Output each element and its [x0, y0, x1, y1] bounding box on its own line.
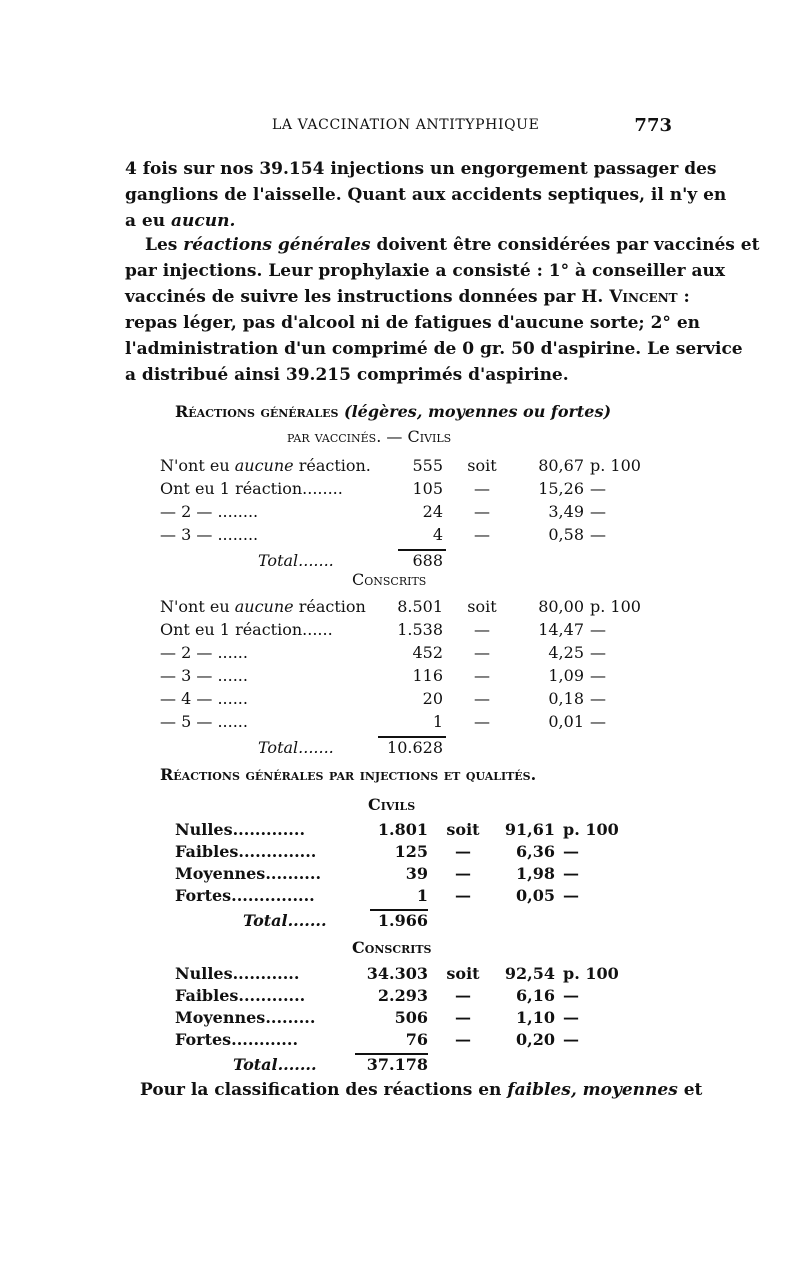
row-per-hundred: p. 100 [590, 597, 641, 616]
row-label: Moyennes.......... [175, 864, 322, 883]
row-per-hundred: — [590, 502, 606, 521]
row-percent: 80,00 [538, 597, 584, 616]
row-per-hundred: p. 100 [563, 820, 619, 839]
table1-conscrits-heading [352, 570, 426, 589]
table-row [175, 1030, 635, 1053]
page-number: 773 [634, 115, 672, 136]
text-line: ganglions de l'aisselle. Quant aux accidents septiques, il n'y en [125, 185, 727, 205]
text-line: 4 fois sur nos 39.154 injections un engorgement passager des [125, 159, 717, 179]
row-per-hundred: — [590, 712, 606, 731]
text-line: par injections. Leur prophylaxie a consisté : 1° à conseiller aux [125, 261, 725, 281]
row-label: — 3 — ........ [160, 525, 259, 544]
total-label: Total....... [233, 1055, 317, 1074]
row-value: 555 [412, 456, 443, 475]
caption-italic: (légères, moyennes ou fortes) [344, 402, 612, 421]
table1-subcaption [287, 427, 451, 446]
row-soit: — [474, 643, 490, 662]
text-segment: : [677, 287, 690, 307]
running-header [140, 117, 680, 139]
row-value: 39 [405, 864, 428, 883]
row-percent: 91,61 [504, 820, 555, 839]
text-segment: Pour la classification des réactions en [140, 1080, 508, 1100]
row-value: 452 [412, 643, 443, 662]
paragraph-2 [125, 232, 760, 388]
row-label: Moyennes......... [175, 1008, 316, 1027]
row-percent: 0,05 [516, 886, 555, 905]
row-soit: — [474, 689, 490, 708]
row-per-hundred: — [590, 666, 606, 685]
caption-text: par vaccinés. [287, 427, 382, 446]
row-value: 24 [422, 502, 443, 521]
italic-text: aucun. [171, 211, 236, 231]
table-row [175, 986, 635, 1009]
row-per-hundred: — [590, 479, 606, 498]
row-label: — 5 — ...... [160, 712, 248, 731]
text-line: repas léger, pas d'alcool ni de fatigues d'aucune sorte; 2° en [125, 313, 701, 333]
row-soit: soit [467, 597, 497, 616]
row-label: Fortes............... [175, 886, 315, 905]
text-segment: vaccinés de suivre les instructions données par H. [125, 287, 610, 307]
row-soit: soit [446, 964, 480, 983]
row-label: Fortes............ [175, 1030, 299, 1049]
row-soit: — [455, 864, 471, 883]
row-percent: 1,10 [516, 1008, 555, 1027]
row-percent: 0,01 [548, 712, 584, 731]
table-row [160, 712, 640, 735]
table-row [160, 456, 640, 479]
table-row [175, 820, 635, 843]
running-title: LA VACCINATION ANTITYPHIQUE [272, 117, 540, 133]
row-soit: — [455, 1030, 471, 1049]
row-percent: 6,16 [516, 986, 555, 1005]
group-heading: Civils [407, 427, 452, 446]
text-line: l'administration d'un comprimé de 0 gr. 50 d'aspirine. Le service [125, 339, 743, 359]
row-per-hundred: — [563, 842, 579, 861]
row-soit: — [474, 525, 490, 544]
row-soit: soit [446, 820, 480, 839]
table2-caption [160, 765, 536, 784]
table-row [175, 964, 635, 987]
table-row [175, 864, 635, 887]
footer-line [140, 1080, 703, 1100]
row-soit: — [474, 666, 490, 685]
row-value: 1 [416, 886, 428, 905]
row-value: 1 [432, 712, 443, 731]
row-per-hundred: — [590, 525, 606, 544]
table-row [160, 666, 640, 689]
row-value: 4 [432, 525, 443, 544]
row-value: 8.501 [397, 597, 443, 616]
row-per-hundred: — [563, 1008, 579, 1027]
row-soit: — [455, 842, 471, 861]
row-percent: 1,09 [548, 666, 584, 685]
row-percent: 3,49 [548, 502, 584, 521]
table-row [175, 842, 635, 865]
row-label: Ont eu 1 réaction...... [160, 620, 333, 639]
row-soit: — [474, 479, 490, 498]
text-line [125, 284, 690, 310]
table-row [160, 689, 640, 712]
row-soit: — [455, 1008, 471, 1027]
text-line [125, 232, 760, 258]
italic-text: aucune [234, 456, 294, 475]
row-value: 34.303 [366, 964, 428, 983]
row-soit: — [455, 986, 471, 1005]
table-row [160, 620, 640, 643]
caption-text: Réactions générales [175, 402, 339, 421]
row-percent: 1,98 [516, 864, 555, 883]
row-value: 2.293 [377, 986, 428, 1005]
row-label: N'ont eu aucune réaction [160, 597, 366, 616]
row-per-hundred: — [563, 1030, 579, 1049]
paragraph-1 [125, 156, 727, 234]
table-row [160, 502, 640, 525]
total-value: 1.966 [377, 911, 428, 930]
row-per-hundred: — [590, 643, 606, 662]
text-line: a distribué ainsi 39.215 comprimés d'aspirine. [125, 365, 569, 385]
text-segment: a eu [125, 211, 172, 231]
row-per-hundred: p. 100 [563, 964, 619, 983]
row-percent: 0,20 [516, 1030, 555, 1049]
row-per-hundred: — [590, 689, 606, 708]
total-row [160, 738, 640, 761]
row-soit: — [474, 712, 490, 731]
total-label: Total....... [258, 551, 334, 570]
row-label: Nulles............ [175, 964, 300, 983]
row-per-hundred: — [563, 886, 579, 905]
row-value: 76 [405, 1030, 428, 1049]
table-row [160, 479, 640, 502]
row-label: Ont eu 1 réaction........ [160, 479, 343, 498]
row-value: 506 [394, 1008, 428, 1027]
row-percent: 0,18 [548, 689, 584, 708]
total-value: 688 [412, 551, 443, 570]
group-heading: Conscrits [352, 938, 432, 957]
italic-text: réactions générales [183, 235, 371, 255]
text-segment: et [677, 1080, 703, 1100]
row-percent: 6,36 [516, 842, 555, 861]
text-line [125, 208, 673, 234]
italic-text: aucune [234, 597, 294, 616]
row-percent: 0,58 [548, 525, 584, 544]
total-value: 37.178 [366, 1055, 428, 1074]
row-percent: 15,26 [538, 479, 584, 498]
row-per-hundred: p. 100 [590, 456, 641, 475]
row-label: — 3 — ...... [160, 666, 248, 685]
row-per-hundred: — [563, 864, 579, 883]
table-row [160, 643, 640, 666]
row-label: — 2 — ...... [160, 643, 248, 662]
row-value: 116 [412, 666, 443, 685]
table1-caption [175, 402, 611, 421]
row-label: Faibles.............. [175, 842, 317, 861]
italic-text: faibles, moyennes [507, 1080, 678, 1100]
text-segment: Les [145, 235, 184, 255]
total-label: Total....... [243, 911, 327, 930]
row-soit: — [455, 886, 471, 905]
row-label: — 2 — ........ [160, 502, 259, 521]
table-row [175, 1008, 635, 1031]
table-row [160, 597, 640, 620]
group-heading: Civils [368, 795, 416, 814]
table-row [160, 525, 640, 548]
table2-conscrits-heading [352, 938, 432, 957]
row-soit: — [474, 620, 490, 639]
row-label: — 4 — ...... [160, 689, 248, 708]
total-value: 10.628 [387, 738, 443, 757]
row-value: 1.538 [397, 620, 443, 639]
row-soit: soit [467, 456, 497, 475]
caption-text: Réactions générales par injections et qualités. [160, 765, 537, 784]
total-row [175, 911, 635, 934]
table-row [175, 886, 635, 909]
row-value: 20 [422, 689, 443, 708]
row-label: Nulles............. [175, 820, 306, 839]
row-percent: 80,67 [538, 456, 584, 475]
row-per-hundred: — [590, 620, 606, 639]
total-row [175, 1055, 635, 1078]
caption-dash: — [386, 427, 403, 446]
total-label: Total....... [258, 738, 334, 757]
row-soit: — [474, 502, 490, 521]
small-caps-name: Vincent [609, 287, 678, 307]
row-value: 125 [394, 842, 428, 861]
table2-civils-heading [368, 795, 415, 814]
row-percent: 92,54 [504, 964, 555, 983]
row-value: 105 [412, 479, 443, 498]
text-segment: doivent être considérées par vaccinés et [370, 235, 760, 255]
group-heading: Conscrits [352, 570, 427, 589]
row-label: N'ont eu aucune réaction. [160, 456, 371, 475]
row-value: 1.801 [377, 820, 428, 839]
row-label: Faibles............ [175, 986, 306, 1005]
row-percent: 14,47 [538, 620, 584, 639]
row-per-hundred: — [563, 986, 579, 1005]
row-percent: 4,25 [548, 643, 584, 662]
